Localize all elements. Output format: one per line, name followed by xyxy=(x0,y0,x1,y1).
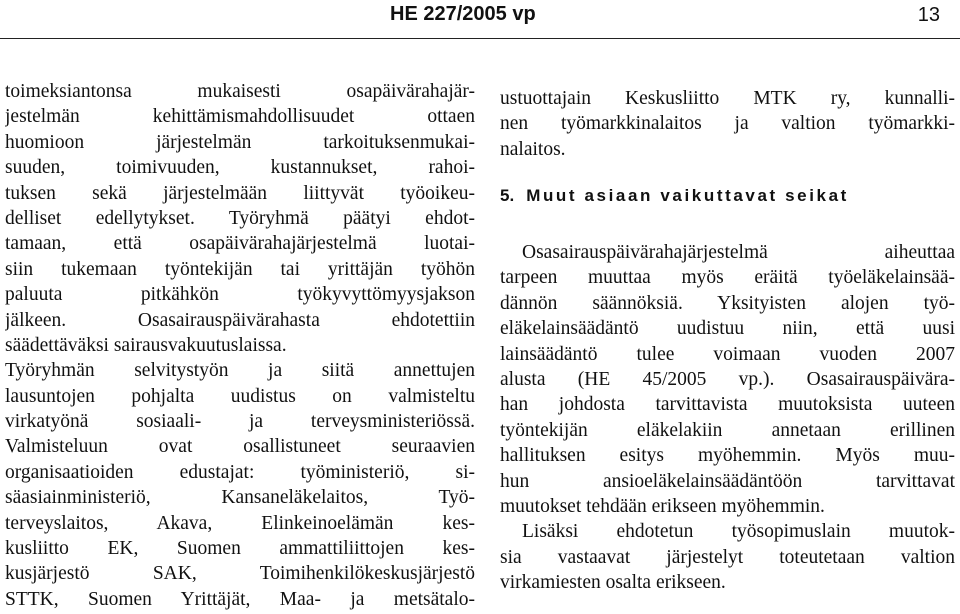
text-line: kusjärjestö SAK, Toimihenkilökeskusjärjestö xyxy=(5,563,475,585)
page-number: 13 xyxy=(917,4,940,26)
text-line: STTK, Suomen Yrittäjät, Maa- ja metsätalo- xyxy=(5,588,475,610)
text-line: lausuntojen pohjalta uudistus on valmisteltu xyxy=(5,385,475,407)
text-line: dännön säännöksiä. Yksityisten alojen työ- xyxy=(500,292,955,314)
text-line: han johdosta tarvittavista muutoksista uuteen xyxy=(500,394,955,416)
text-line: tuksen sekä järjestelmään liittyvät työoikeu- xyxy=(5,182,475,204)
text-line: suuden, toimivuuden, kustannukset, rahoi- xyxy=(5,157,475,179)
text-line: jestelmän kehittämismahdollisuudet ottaen xyxy=(5,106,475,128)
text-line: eläkelainsäädäntö uudistuu niin, että uusi xyxy=(500,318,955,340)
text-line: hallituksen esitys myöhemmin. Myös muu- xyxy=(500,445,955,467)
text-line: organisaatioiden edustajat: työministeriö, si- xyxy=(5,461,475,483)
text-line: Työryhmän selvitystyön ja siitä annettujen xyxy=(5,360,475,382)
text-line: Osasairauspäivärahajärjestelmä aiheuttaa xyxy=(522,242,955,263)
text-line: toimeksiantonsa mukaisesti osapäivärahajär- xyxy=(5,81,475,102)
text-line: tarpeen muuttaa myös eräitä työeläkelainsää- xyxy=(500,267,955,289)
text-line: siin tukemaan työntekijän tai yrittäjän työhön xyxy=(5,258,475,280)
text-line: ustuottajain Keskusliitto MTK ry, kunnalli- xyxy=(500,88,955,109)
text-line: terveyslaitos, Akava, Elinkeinoelämän kes- xyxy=(5,512,475,534)
text-line: huomioon järjestelmän tarkoituksenmukai- xyxy=(5,131,475,153)
text-line: virkamiesten osalta erikseen. xyxy=(500,572,726,594)
text-line: alusta (HE 45/2005 vp.). Osasairauspäivära- xyxy=(500,368,955,390)
text-line: jälkeen. Osasairauspäivärahasta ehdotettiin xyxy=(5,309,475,331)
document-title: HE 227/2005 vp xyxy=(390,3,536,25)
section-title: Muut asiaan vaikuttavat seikat xyxy=(526,186,849,205)
text-line: muutokset tehdään erikseen myöhemmin. xyxy=(500,495,825,517)
text-line: sia vastaavat järjestelyt toteutetaan valtion xyxy=(500,546,955,568)
text-line: paluuta pitkähkön työkyvyttömyysjakson xyxy=(5,284,475,306)
right-column-body xyxy=(500,240,955,595)
section-heading xyxy=(500,186,849,206)
text-line: tamaan, että osapäivärahajärjestelmä luotai- xyxy=(5,233,475,255)
left-column xyxy=(5,79,475,612)
text-line: nalaitos. xyxy=(500,138,566,160)
text-line: virkatyönä sosiaali- ja terveysministeriössä. xyxy=(5,411,475,433)
text-line: Lisäksi ehdotetun työsopimuslain muutok- xyxy=(522,521,955,543)
text-line: kusliitto EK, Suomen ammattiliittojen kes- xyxy=(5,538,475,560)
text-line: nen työmarkkinalaitos ja valtion työmarkki- xyxy=(500,113,955,135)
text-line: hun ansioeläkelainsäädäntöön tarvittavat xyxy=(500,470,955,492)
page-header xyxy=(0,0,960,39)
text-line: lainsäädäntö tulee voimaan vuoden 2007 xyxy=(500,343,955,365)
text-line: delliset edellytykset. Työryhmä päätyi ehdot- xyxy=(5,207,475,229)
text-line: työntekijän eläkelakiin annetaan erillinen xyxy=(500,419,955,441)
text-line: säädettäväksi sairausvakuutuslaissa. xyxy=(5,334,287,356)
right-column-top xyxy=(500,86,955,162)
section-number: 5. xyxy=(500,186,515,205)
text-line: säasiainministeriö, Kansaneläkelaitos, Työ- xyxy=(5,487,475,509)
text-line: Valmisteluun ovat osallistuneet seuraavien xyxy=(5,436,475,458)
